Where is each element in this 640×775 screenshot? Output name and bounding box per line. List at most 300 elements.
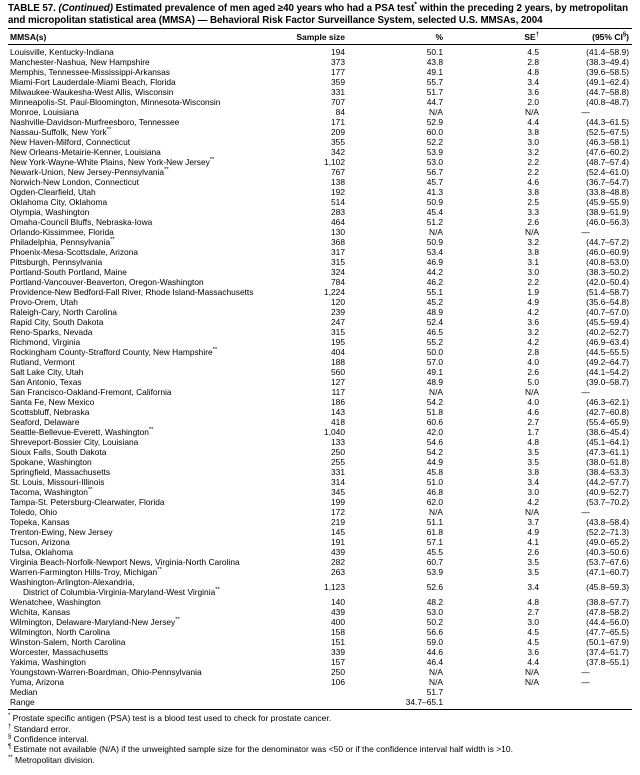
mmsa-cell: Louisville, Kentucky-Indiana	[10, 47, 114, 58]
se-cell: 4.8	[527, 597, 539, 608]
se-cell: 3.5	[527, 557, 539, 568]
sample-size-cell: 250	[331, 667, 345, 678]
mmsa-cell: Olympia, Washington	[10, 207, 90, 218]
table-row	[8, 387, 632, 397]
sample-size-cell: 263	[331, 567, 345, 578]
table-row	[8, 127, 632, 137]
table-row	[8, 287, 632, 297]
se-cell: 3.6	[527, 87, 539, 98]
percent-cell: 42.0	[426, 427, 443, 438]
sample-size-cell: 172	[331, 507, 345, 518]
percent-cell: 53.0	[426, 157, 443, 168]
ci-cell: (46.3–62.1)	[586, 397, 629, 408]
table-row	[8, 557, 632, 567]
prevalence-table	[8, 28, 632, 710]
table-row	[8, 607, 632, 617]
se-cell: 3.6	[527, 317, 539, 328]
ci-cell: (52.2–71.3)	[586, 527, 629, 538]
mmsa-cell: New York-Wayne-White Plains, New York-New Jersey**	[10, 157, 215, 168]
sample-size-cell: 418	[331, 417, 345, 428]
se-cell: 3.4	[527, 77, 539, 88]
ci-cell: (35.6–54.8)	[586, 297, 629, 308]
mmsa-cell: Provo-Orem, Utah	[10, 297, 78, 308]
percent-cell: 53.0	[426, 607, 443, 618]
table-row	[8, 477, 632, 487]
percent-cell: N/A	[429, 387, 443, 398]
sample-size-cell: 355	[331, 137, 345, 148]
table-row	[8, 207, 632, 217]
sample-size-cell: 143	[331, 407, 345, 418]
ci-cell: —	[581, 677, 590, 688]
mmsa-cell: Nassau-Suffolk, New York**	[10, 127, 112, 138]
mmsa-cell: Worcester, Massachusetts	[10, 647, 109, 658]
table-row	[8, 147, 632, 157]
sample-size-cell: 345	[331, 487, 345, 498]
mmsa-cell: Norwich-New London, Connecticut	[10, 177, 139, 188]
sample-size-cell: 1,102	[324, 157, 345, 168]
mmsa-cell: Trenton-Ewing, New Jersey	[10, 527, 113, 538]
se-cell: 3.3	[527, 207, 539, 218]
table-row	[8, 67, 632, 77]
se-cell: 4.5	[527, 627, 539, 638]
percent-cell: 46.4	[426, 657, 443, 668]
mmsa-cell: Philadelphia, Pennsylvania**	[10, 237, 115, 248]
se-cell: 3.5	[527, 457, 539, 468]
ci-cell: (42.0–50.4)	[586, 277, 629, 288]
mmsa-cell: Minneapolis-St. Paul-Bloomington, Minnesota-Wisconsin	[10, 97, 221, 108]
sample-size-cell: 514	[331, 197, 345, 208]
table-row	[8, 317, 632, 327]
mmsa-cell: San Francisco-Oakland-Fremont, California	[10, 387, 172, 398]
se-cell: 3.8	[527, 127, 539, 138]
mmsa-cell: Milwaukee-Waukesha-West Allis, Wisconsin	[10, 87, 174, 98]
table-row	[8, 357, 632, 367]
table-row	[8, 437, 632, 447]
sample-size-cell	[296, 687, 348, 697]
percent-cell: 55.2	[426, 337, 443, 348]
table-body	[8, 45, 632, 710]
ci-cell: (51.4–58.7)	[586, 287, 629, 298]
table-row	[8, 57, 632, 67]
mmsa-cell: Omaha-Council Bluffs, Nebraska-Iowa	[10, 217, 153, 228]
se-cell: 2.2	[527, 277, 539, 288]
table-row	[8, 397, 632, 407]
se-cell: 2.0	[527, 97, 539, 108]
table-row	[8, 487, 632, 497]
table-row	[8, 657, 632, 667]
mmsa-cell: New Haven-Milford, Connecticut	[10, 137, 131, 148]
percent-cell: 50.9	[426, 237, 443, 248]
percent-cell: 56.7	[426, 167, 443, 178]
sample-size-cell: 255	[331, 457, 345, 468]
percent-cell: 41.3	[426, 187, 443, 198]
mmsa-cell: Reno-Sparks, Nevada	[10, 327, 93, 338]
ci-cell: (46.9–63.4)	[586, 337, 629, 348]
se-cell: 5.0	[527, 377, 539, 388]
sample-size-cell	[296, 697, 348, 710]
mmsa-cell: Orlando-Kissimmee, Florida	[10, 227, 114, 238]
se-cell: 3.8	[527, 187, 539, 198]
ci-cell: (44.5–55.5)	[586, 347, 629, 358]
table-row	[8, 327, 632, 337]
sample-size-cell: 767	[331, 167, 345, 178]
percent-cell: 46.2	[426, 277, 443, 288]
table-row	[8, 197, 632, 207]
ci-cell: —	[581, 667, 590, 678]
sample-size-cell: 1,123	[324, 582, 345, 593]
column-header-mmsa: MMSA(s)	[8, 29, 296, 45]
table-row	[8, 347, 632, 357]
sample-size-cell: 331	[331, 467, 345, 478]
ci-cell: (45.5–59.4)	[586, 317, 629, 328]
ci-cell: (36.7–54.7)	[586, 177, 629, 188]
se-cell: 2.6	[527, 217, 539, 228]
sample-size-cell: 188	[331, 357, 345, 368]
table-continued-label: (Continued)	[58, 3, 113, 14]
ci-cell: (43.8–58.4)	[586, 517, 629, 528]
mmsa-cell: Phoenix-Mesa-Scottsdale, Arizona	[10, 247, 139, 258]
mmsa-cell: Manchester-Nashua, New Hampshire	[10, 57, 150, 68]
table-row	[8, 447, 632, 457]
mmsa-cell: Wichita, Kansas	[10, 607, 71, 618]
se-cell: 2.7	[527, 417, 539, 428]
ci-cell: (49.0–65.2)	[586, 537, 629, 548]
table-row	[8, 217, 632, 227]
se-cell: 1.9	[527, 287, 539, 298]
ci-cell: (47.6–60.2)	[586, 147, 629, 158]
mmsa-cell: Providence-New Bedford-Fall River, Rhode Island-Massachusetts	[10, 287, 254, 298]
se-cell: 2.5	[527, 197, 539, 208]
mmsa-cell: Spokane, Washington	[10, 457, 92, 468]
table-row	[8, 157, 632, 167]
sample-size-cell: 157	[331, 657, 345, 668]
se-cell: N/A	[525, 107, 539, 118]
footnotes	[8, 713, 632, 765]
ci-cell: (47.3–61.1)	[586, 447, 629, 458]
mmsa-cell: Pittsburgh, Pennsylvania	[10, 257, 103, 268]
sample-size-cell: 1,040	[324, 427, 345, 438]
ci-cell: (52.4–61.0)	[586, 167, 629, 178]
se-cell: 4.9	[527, 297, 539, 308]
table-row	[8, 277, 632, 287]
percent-cell: 57.1	[426, 537, 443, 548]
table-row	[8, 617, 632, 627]
sample-size-cell: 324	[331, 267, 345, 278]
percent-cell: 51.1	[426, 517, 443, 528]
table-row	[8, 337, 632, 347]
mmsa-cell: Tampa-St. Petersburg-Clearwater, Florida	[10, 497, 165, 508]
table-row	[8, 367, 632, 377]
percent-cell: 51.2	[426, 217, 443, 228]
percent-cell: 48.9	[426, 307, 443, 318]
table-row	[8, 237, 632, 247]
mmsa-cell: Wilmington, Delaware-Maryland-New Jersey**	[10, 617, 180, 628]
mmsa-cell: Topeka, Kansas	[10, 517, 70, 528]
ci-cell: (44.7–58.8)	[586, 87, 629, 98]
percent-cell: 54.2	[426, 397, 443, 408]
percent-cell: 44.6	[426, 647, 443, 658]
sample-size-cell: 784	[331, 277, 345, 288]
se-cell: 4.6	[527, 407, 539, 418]
percent-cell: 60.7	[426, 557, 443, 568]
ci-cell: (49.2–64.7)	[586, 357, 629, 368]
sample-size-cell: 359	[331, 77, 345, 88]
sample-size-cell: 219	[331, 517, 345, 528]
percent-cell: 34.7–65.1	[348, 697, 446, 710]
percent-cell: 59.0	[426, 637, 443, 648]
percent-cell: 53.4	[426, 247, 443, 258]
table-row	[8, 167, 632, 177]
percent-cell: 56.6	[426, 627, 443, 638]
percent-cell: 44.2	[426, 267, 443, 278]
percent-cell: 57.0	[426, 357, 443, 368]
sample-size-cell: 84	[335, 107, 345, 118]
mmsa-cell: Yakima, Washington	[10, 657, 86, 668]
sample-size-cell: 145	[331, 527, 345, 538]
table-row	[8, 687, 632, 697]
ci-cell: (38.3–49.4)	[586, 57, 629, 68]
percent-cell: 55.7	[426, 77, 443, 88]
percent-cell: 44.7	[426, 97, 443, 108]
table-row	[8, 577, 632, 597]
percent-cell: 60.6	[426, 417, 443, 428]
mmsa-cell: Toledo, Ohio	[10, 507, 58, 518]
ci-cell: (41.4–58.9)	[586, 47, 629, 58]
mmsa-cell: Richmond, Virginia	[10, 337, 81, 348]
percent-cell: N/A	[429, 667, 443, 678]
ci-cell: (39.0–58.7)	[586, 377, 629, 388]
se-cell: 3.0	[527, 267, 539, 278]
se-cell: 3.1	[527, 257, 539, 268]
se-cell: 1.7	[527, 427, 539, 438]
mmsa-cell: Raleigh-Cary, North Carolina	[10, 307, 117, 318]
sample-size-cell: 247	[331, 317, 345, 328]
table-row	[8, 497, 632, 507]
se-cell: 2.8	[527, 347, 539, 358]
ci-cell: (37.8–55.1)	[586, 657, 629, 668]
ci-cell: (46.0–56.3)	[586, 217, 629, 228]
ci-cell: (40.3–50.6)	[586, 547, 629, 558]
se-cell: 4.2	[527, 307, 539, 318]
percent-cell: N/A	[429, 677, 443, 688]
mmsa-cell: Santa Fe, New Mexico	[10, 397, 95, 408]
se-cell: 4.4	[527, 657, 539, 668]
se-cell: N/A	[525, 507, 539, 518]
percent-cell: N/A	[429, 107, 443, 118]
footnote: * Prostate specific antigen (PSA) test is a blood test used to check for prostate cancer.	[8, 713, 332, 724]
column-header-sample-size: Sample size	[296, 29, 348, 45]
percent-cell: 51.7	[426, 87, 443, 98]
sample-size-cell: 199	[331, 497, 345, 508]
table-row	[8, 137, 632, 147]
table-row	[8, 247, 632, 257]
percent-cell: 44.9	[426, 457, 443, 468]
percent-cell: 52.4	[426, 317, 443, 328]
ci-cell: (38.4–53.3)	[586, 467, 629, 478]
se-cell: 4.6	[527, 177, 539, 188]
percent-cell: 61.8	[426, 527, 443, 538]
sample-size-cell: 342	[331, 147, 345, 158]
table-row	[8, 257, 632, 267]
percent-cell: 49.1	[426, 367, 443, 378]
sample-size-cell: 1,224	[324, 287, 345, 298]
sample-size-cell: 315	[331, 327, 345, 338]
mmsa-cell: Ogden-Clearfield, Utah	[10, 187, 96, 198]
sample-size-cell: 177	[331, 67, 345, 78]
se-cell: 4.9	[527, 527, 539, 538]
ci-cell: (38.6–45.4)	[586, 427, 629, 438]
se-cell: 3.5	[527, 567, 539, 578]
mmsa-cell: Miami-Fort Lauderdale-Miami Beach, Florida	[10, 77, 176, 88]
ci-cell: —	[581, 107, 590, 118]
table-row	[8, 107, 632, 117]
ci-cell: (38.0–51.8)	[586, 457, 629, 468]
mmsa-cell: Warren-Farmington Hills-Troy, Michigan**	[10, 567, 162, 578]
column-header-se: SE†	[446, 29, 542, 45]
se-cell: N/A	[525, 677, 539, 688]
se-cell: 4.2	[527, 337, 539, 348]
mmsa-cell: Nashville-Davidson-Murfreesboro, Tennessee	[10, 117, 180, 128]
se-cell: 3.0	[527, 487, 539, 498]
table-row	[8, 697, 632, 710]
sample-size-cell: 151	[331, 637, 345, 648]
sample-size-cell: 707	[331, 97, 345, 108]
ci-cell: (52.5–67.5)	[586, 127, 629, 138]
ci-cell: (45.8–59.3)	[586, 582, 629, 593]
se-cell: N/A	[525, 667, 539, 678]
table-row	[8, 547, 632, 557]
percent-cell: N/A	[429, 507, 443, 518]
ci-cell: (49.1–62.4)	[586, 77, 629, 88]
percent-cell: 46.5	[426, 327, 443, 338]
mmsa-cell: Seaford, Delaware	[10, 417, 80, 428]
table-row	[8, 627, 632, 637]
mmsa-cell: Range	[8, 697, 296, 710]
se-cell	[446, 697, 542, 710]
sample-size-cell: 404	[331, 347, 345, 358]
sample-size-cell: 117	[331, 387, 345, 398]
ci-cell: (53.7–67.6)	[586, 557, 629, 568]
percent-cell: 45.4	[426, 207, 443, 218]
table-caption: Estimated prevalence of men aged ≥40 years who had a PSA test* within the preceding 2 years, by metropolitan and micropolitan statistical area (MMSA) — Behavioral Risk Factor Surveillance System, selected U.S. MMSAs, 2004	[8, 1, 629, 26]
ci-cell: (47.8–58.2)	[586, 607, 629, 618]
table-row	[8, 597, 632, 607]
sample-size-cell: 315	[331, 257, 345, 268]
header-row	[8, 29, 632, 45]
ci-cell: (38.9–51.9)	[586, 207, 629, 218]
mmsa-cell: Youngstown-Warren-Boardman, Ohio-Pennsylvania	[10, 667, 202, 678]
ci-cell: (40.7–57.0)	[586, 307, 629, 318]
sample-size-cell: 250	[331, 447, 345, 458]
ci-cell: —	[581, 507, 590, 518]
mmsa-cell: Rockingham County-Strafford County, New Hampshire**	[10, 347, 218, 358]
ci-cell: (46.0–60.9)	[586, 247, 629, 258]
percent-cell: 48.2	[426, 597, 443, 608]
percent-cell: 53.9	[426, 147, 443, 158]
ci-cell: (48.7–57.4)	[586, 157, 629, 168]
table-row	[8, 637, 632, 647]
sample-size-cell: 140	[331, 597, 345, 608]
se-cell: 3.5	[527, 447, 539, 458]
sample-size-cell: 120	[331, 297, 345, 308]
percent-cell: 51.0	[426, 477, 443, 488]
percent-cell: 50.1	[426, 47, 443, 58]
mmsa-cell: Portland-South Portland, Maine	[10, 267, 127, 278]
ci-cell: (42.7–60.8)	[586, 407, 629, 418]
table-row	[8, 87, 632, 97]
ci-cell: (44.7–57.2)	[586, 237, 629, 248]
sample-size-cell: 317	[331, 247, 345, 258]
mmsa-cell: Memphis, Tennessee-Mississippi-Arkansas	[10, 67, 170, 78]
percent-cell: 45.2	[426, 297, 443, 308]
se-cell: 4.0	[527, 397, 539, 408]
sample-size-cell: 368	[331, 237, 345, 248]
mmsa-cell: Tucson, Arizona	[10, 537, 70, 548]
sample-size-cell: 186	[331, 397, 345, 408]
percent-cell: 49.1	[426, 67, 443, 78]
sample-size-cell: 239	[331, 307, 345, 318]
mmsa-cell: Salt Lake City, Utah	[10, 367, 84, 378]
percent-cell: 53.9	[426, 567, 443, 578]
mmsa-cell: St. Louis, Missouri-Illinois	[10, 477, 105, 488]
table-title	[8, 3, 632, 26]
se-cell: N/A	[525, 387, 539, 398]
se-cell	[446, 687, 542, 697]
table-row	[8, 377, 632, 387]
ci-cell: (50.1–67.9)	[586, 637, 629, 648]
mmsa-cell: San Antonio, Texas	[10, 377, 82, 388]
percent-cell: 54.2	[426, 447, 443, 458]
sample-size-cell: 331	[331, 87, 345, 98]
table-row	[8, 117, 632, 127]
mmsa-cell: Rutland, Vermont	[10, 357, 75, 368]
table-row	[8, 647, 632, 657]
se-cell: 4.5	[527, 637, 539, 648]
table-row	[8, 177, 632, 187]
se-cell: 2.8	[527, 57, 539, 68]
sample-size-cell: 192	[331, 187, 345, 198]
table-row	[8, 667, 632, 677]
ci-cell: (45.1–64.1)	[586, 437, 629, 448]
table-row	[8, 187, 632, 197]
mmsa-cell: Tacoma, Washington**	[10, 487, 93, 498]
ci-cell: (53.7–70.2)	[586, 497, 629, 508]
percent-cell: 50.9	[426, 197, 443, 208]
mmsa-cell: Newark-Union, New Jersey-Pennsylvania**	[10, 167, 169, 178]
percent-cell: 48.9	[426, 377, 443, 388]
ci-cell: (37.4–51.7)	[586, 647, 629, 658]
se-cell: 4.8	[527, 67, 539, 78]
table-row	[8, 677, 632, 687]
table-row	[8, 97, 632, 107]
ci-cell: —	[581, 227, 590, 238]
se-cell: 2.2	[527, 167, 539, 178]
percent-cell: 52.9	[426, 117, 443, 128]
mmsa-cell: New Orleans-Metairie-Kenner, Louisiana	[10, 147, 161, 158]
se-cell: 3.2	[527, 237, 539, 248]
table-row	[8, 45, 632, 58]
sample-size-cell: 373	[331, 57, 345, 68]
table-row	[8, 227, 632, 237]
ci-cell: (38.8–57.7)	[586, 597, 629, 608]
se-cell: 2.6	[527, 367, 539, 378]
sample-size-cell: 127	[331, 377, 345, 388]
ci-cell: (39.6–58.5)	[586, 67, 629, 78]
mmsa-cell: Wenatchee, Washington	[10, 597, 101, 608]
se-cell: 3.8	[527, 467, 539, 478]
se-cell: 4.1	[527, 537, 539, 548]
sample-size-cell: 171	[331, 117, 345, 128]
